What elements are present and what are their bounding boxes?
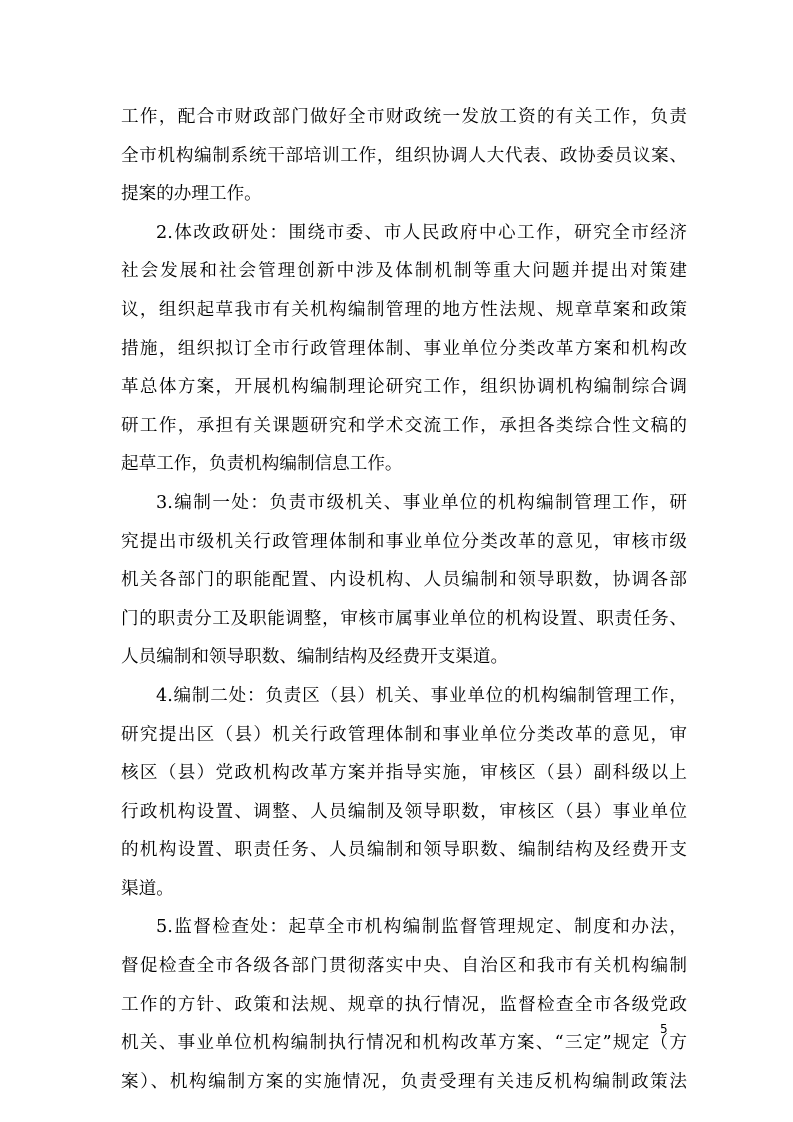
text-line: 究提出市级机关行政管理体制和事业单位分类改革的意见，审核市级 [121, 531, 687, 552]
text-line: 机关各部门的职能配置、内设机构、人员编制和领导职数，协调各部 [121, 570, 687, 591]
paragraph-staffing-office-two [121, 677, 687, 909]
text-line: 议，组织起草我市有关机构编制管理的地方性法规、规章草案和政策 [121, 299, 687, 320]
text-line: 研究提出区（县）机关行政管理体制和事业单位分类改革的意见，审 [121, 724, 687, 745]
paragraph-staffing-office-one [121, 484, 687, 677]
text-line: 督促检查全市各级各部门贯彻落实中央、自治区和我市有关机构编制 [121, 956, 687, 977]
document-body [121, 98, 687, 1101]
text-line: 渠道。 [121, 878, 174, 899]
text-line: 人员编制和领导职数、编制结构及经费开支渠道。 [121, 647, 509, 668]
text-line: 2.体改政研处：围绕市委、市人民政府中心工作，研究全市经济 [156, 222, 687, 243]
paragraph-supervision-office [121, 908, 687, 1101]
text-line: 社会发展和社会管理创新中涉及体制机制等重大问题并提出对策建 [121, 261, 687, 282]
text-line: 全市机构编制系统干部培训工作，组织协调人大代表、政协委员议案、 [121, 145, 687, 166]
paragraph-system-reform-office [121, 214, 687, 484]
text-line: 5.监督检查处：起草全市机构编制监督管理规定、制度和办法， [156, 917, 687, 938]
text-line: 案）、机构编制方案的实施情况，负责受理有关违反机构编制政策法 [121, 1071, 687, 1092]
text-line: 革总体方案，开展机构编制理论研究工作，组织协调机构编制综合调 [121, 377, 687, 398]
text-line: 措施，组织拟订全市行政管理体制、事业单位分类改革方案和机构改 [121, 338, 687, 359]
text-line: 起草工作，负责机构编制信息工作。 [121, 454, 403, 475]
text-line: 工作，配合市财政部门做好全市财政统一发放工资的有关工作，负责 [121, 107, 687, 127]
text-line: 的机构设置、职责任务、人员编制和领导职数、编制结构及经费开支 [121, 840, 687, 861]
paragraph-continuation [121, 98, 687, 214]
page-number: 5 [660, 1022, 668, 1036]
text-line: 工作的方针、政策和法规、规章的执行情况，监督检查全市各级党政 [121, 994, 687, 1015]
text-line: 3.编制一处：负责市级机关、事业单位的机构编制管理工作，研 [156, 492, 687, 513]
text-line: 研工作，承担有关课题研究和学术交流工作，承担各类综合性文稿的 [121, 415, 687, 436]
text-line: 核区（县）党政机构改革方案并指导实施，审核区（县）副科级以上 [121, 763, 687, 784]
text-line: 提案的办理工作。 [121, 184, 262, 205]
text-line: 4.编制二处：负责区（县）机关、事业单位的机构编制管理工作， [156, 685, 687, 706]
text-line: 行政机构设置、调整、人员编制及领导职数，审核区（县）事业单位 [121, 801, 687, 822]
text-line: 门的职责分工及职能调整，审核市属事业单位的机构设置、职责任务、 [121, 608, 687, 629]
text-line: 机关、事业单位机构编制执行情况和机构改革方案、“三定”规定（方 [121, 1033, 687, 1054]
